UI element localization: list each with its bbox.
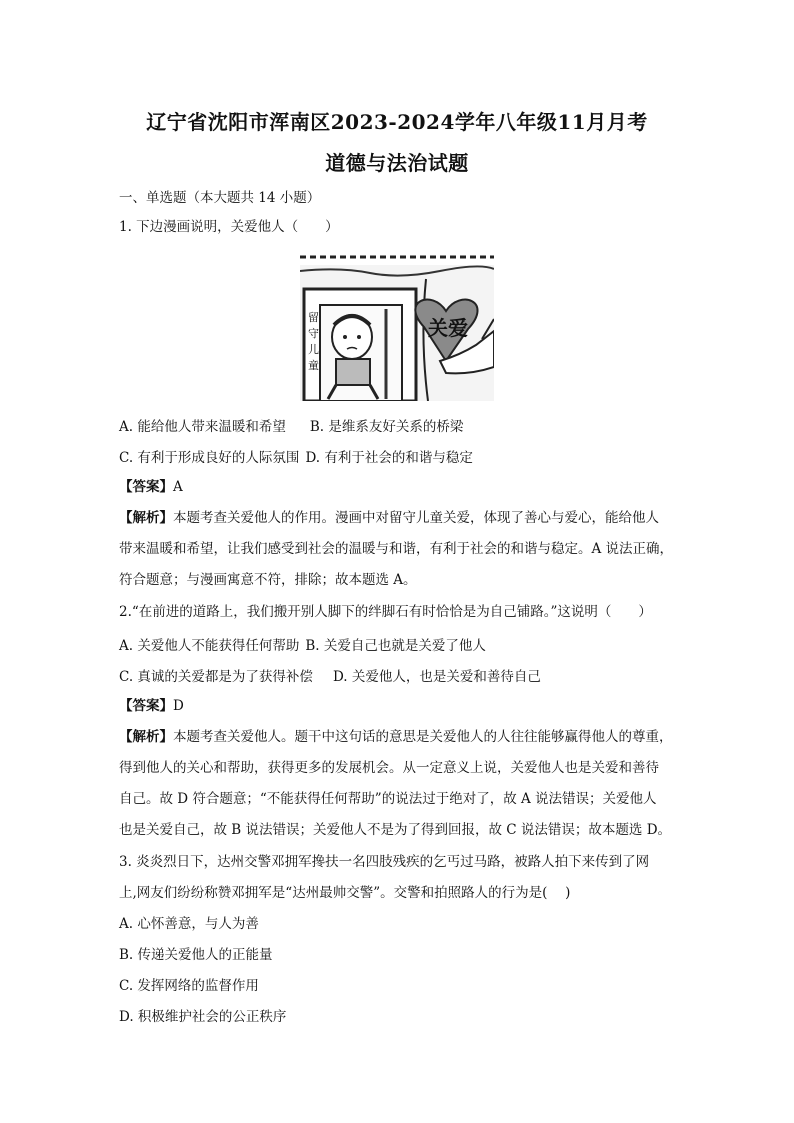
q1-options-row-1	[119, 415, 463, 435]
q2-analysis-label: 【解析】	[119, 729, 173, 745]
q1-option-a: A. 能给他人带来温暖和希望	[119, 419, 286, 435]
q2-analysis-line-1: 【解析】本题考查关爱他人。题干中这句话的意思是关爱他人的人往往能够赢得他人的尊重，	[119, 729, 673, 745]
q2-option-d: D. 关爱他人，也是关爱和善待自己	[332, 669, 541, 685]
q3-stem-line-2: 上,网友们纷纷称赞邓拥军是“达州最帅交警”。交警和拍照路人的行为是( )	[119, 885, 571, 901]
q1-answer-value: A	[173, 479, 183, 495]
q2-analysis-line-3: 自己。故 D 符合题意；“不能获得任何帮助”的说法过于绝对了，故 A 说法错误；关爱他人	[119, 791, 657, 807]
q2-analysis-line-2: 得到他人的关心和帮助，获得更多的发展机会。从一定意义上说，关爱他人也是关爱和善待	[119, 760, 659, 776]
q2-option-a: A. 关爱他人不能获得任何帮助	[119, 638, 300, 654]
q2-stem: 2.“在前进的道路上，我们搬开别人脚下的绊脚石有时恰恰是为自己铺路。”这说明（ ）	[119, 604, 652, 620]
q1-answer	[119, 478, 689, 496]
q1-options-row-2	[119, 446, 473, 466]
q2-answer	[119, 697, 689, 715]
q2-answer-value: D	[173, 698, 184, 714]
q1-analysis-line-1: 【解析】本题考查关爱他人的作用。漫画中对留守儿童关爱，体现了善心与爱心，能给他人	[119, 510, 659, 526]
q3-option-c: C. 发挥网络的监督作用	[119, 978, 259, 994]
q1-sign-char-2: 守	[308, 327, 319, 340]
q2-options-row-1	[119, 634, 486, 654]
q1-analysis-label: 【解析】	[119, 510, 173, 526]
q1-option-c: C. 有利于形成良好的人际氛围	[119, 450, 300, 466]
q1-answer-label: 【答案】	[119, 479, 173, 495]
q1-sign-char-1: 留	[308, 311, 319, 324]
q2-option-b: B. 关爱自己也就是关爱了他人	[305, 638, 486, 654]
q1-option-b: B. 是维系友好关系的桥梁	[309, 419, 464, 435]
q1-option-d: D. 有利于社会的和谐与稳定	[305, 450, 473, 466]
q2-options-row-2	[119, 665, 541, 685]
document-subtitle: 道德与法治试题	[325, 151, 469, 175]
q2-answer-label: 【答案】	[119, 698, 173, 714]
document-title: 辽宁省沈阳市浑南区2023-2024学年八年级11月月考	[146, 110, 648, 134]
q1-sign-char-3: 儿	[308, 343, 319, 356]
q1-sign-char-4: 童	[308, 359, 319, 372]
q1-heart-label: 关爱	[428, 316, 468, 340]
q2-analysis-line-4: 也是关爱自己，故 B 说法错误；关爱他人不是为了得到回报，故 C 说法错误；故本题选 D。	[119, 822, 672, 838]
q1-stem: 1. 下边漫画说明，关爱他人（ ）	[119, 219, 339, 235]
section-heading: 一、单选题（本大题共 14 小题）	[119, 190, 321, 206]
q1-analysis-line-2: 带来温暖和希望，让我们感受到社会的温暖与和谐，有利于社会的和谐与稳定。A 说法正确，	[119, 541, 674, 557]
q1-analysis-line-3: 符合题意；与漫画寓意不符，排除；故本题选 A。	[119, 572, 417, 588]
q2-option-c: C. 真诚的关爱都是为了获得补偿	[119, 669, 313, 685]
q3-option-a: A. 心怀善意，与人为善	[119, 916, 259, 932]
q3-option-b: B. 传递关爱他人的正能量	[119, 947, 273, 963]
q3-stem-line-1: 3. 炎炎烈日下，达州交警邓拥军搀扶一名四肢残疾的乞丐过马路，被路人拍下来传到了网	[119, 854, 650, 870]
q3-option-d: D. 积极维护社会的公正秩序	[119, 1009, 287, 1025]
q1-cartoon-image	[300, 249, 494, 401]
